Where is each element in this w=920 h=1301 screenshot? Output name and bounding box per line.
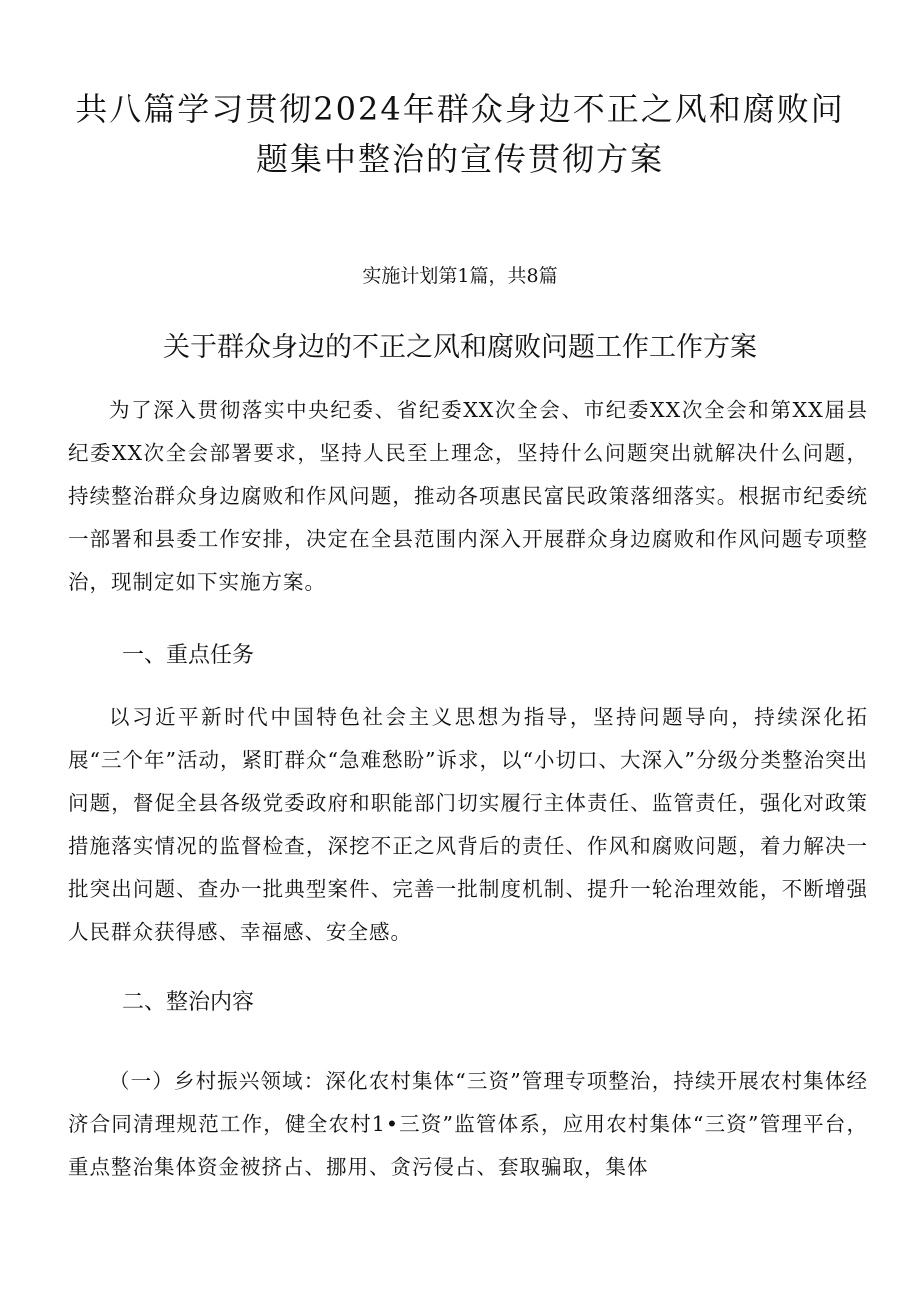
document-title: 共八篇学习贯彻2024年群众身边不正之风和腐败问题集中整治的宣传贯彻方案 bbox=[75, 90, 845, 178]
document-subtitle: 实施计划第1篇，共8篇 bbox=[362, 265, 558, 287]
rectification-paragraph: （一）乡村振兴领域：深化农村集体“三资”管理专项整治，持续开展农村集体经济合同清理规范工作，健全农村1•三资”监管体系，应用农村集体“三资”管理平台，重点整治集体资金被挤占、挪用、贪污侵占、套取骗取，集体 bbox=[68, 1069, 868, 1179]
section-title: 关于群众身边的不正之风和腐败问题工作工作方案 bbox=[163, 332, 757, 363]
heading-key-tasks: 一、重点任务 bbox=[122, 643, 255, 668]
heading-rectification-content: 二、整治内容 bbox=[122, 990, 255, 1015]
key-tasks-paragraph: 以习近平新时代中国特色社会主义思想为指导，坚持问题导向，持续深化拓展“三个年”活动，紧盯群众“急难愁盼”诉求，以“小切口、大深入”分级分类整治突出问题，督促全县各级党委政府和职能部门切实履行主体责任、监管责任，强化对政策措施落实情况的监督检查，深挖不正之风背后的责任、作风和腐败问题，着力解决一批突出问题、查办一批典型案件、完善一批制度机制、提升一轮治理效能，不断增强人民群众获得感、幸福感、安全感。 bbox=[68, 705, 868, 944]
intro-paragraph: 为了深入贯彻落实中央纪委、省纪委XX次全会、市纪委XX次全会和第XX届县纪委XX次全会部署要求，坚持人民至上理念，坚持什么问题突出就解决什么问题，持续整治群众身边腐败和作风问题，推动各项惠民富民政策落细落实。根据市纪委统一部署和县委工作安排，决定在全县范围内深入开展群众身边腐败和作风问题专项整治，现制定如下实施方案。 bbox=[68, 398, 868, 594]
